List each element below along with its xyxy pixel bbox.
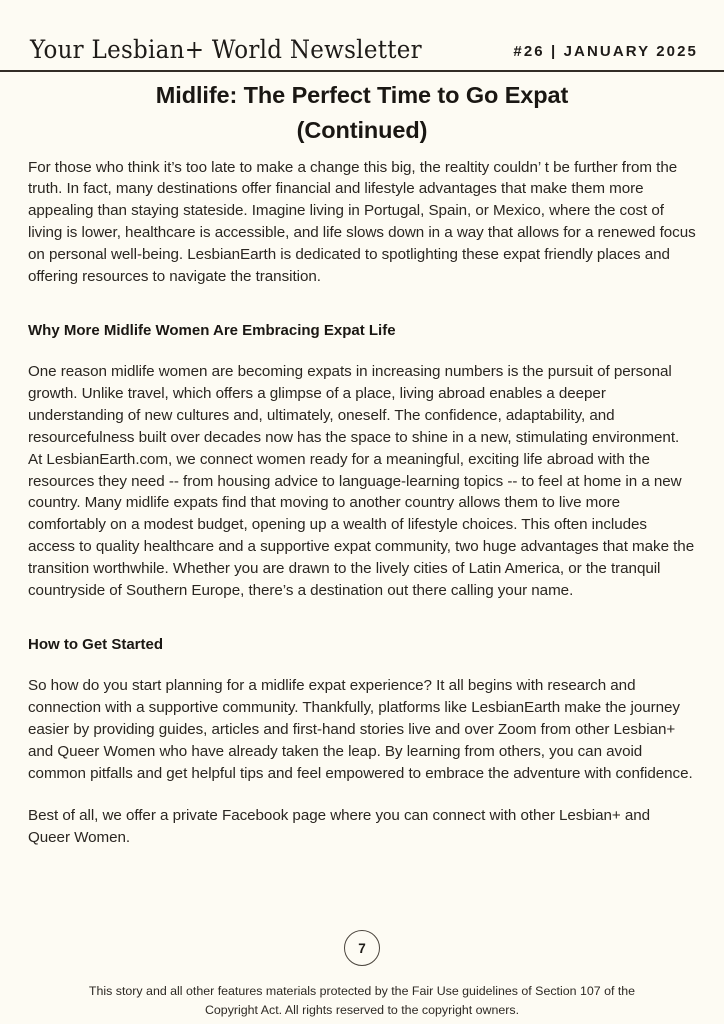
article-title-line-2: (Continued) [296,116,428,143]
footer-line-1: This story and all other features materials protected by the Fair Use guidelines of Section 107 of the [88,984,636,998]
masthead [0,0,724,70]
page-number-badge: 7 [344,930,380,966]
subheading-how-to-get-started: How to Get Started [28,635,164,653]
footer-line-2: Copyright Act. All rights reserved to the copyright owners. [204,1003,520,1017]
paragraph-facebook-page: Best of all, we offer a private Facebook page where you can connect with other Lesbian+ and Queer Women. [28,807,651,847]
article-title-line-1: Midlife: The Perfect Time to Go Expat [155,82,569,108]
newsletter-title: Your Lesbian+ World Newsletter [30,35,422,64]
footer-copyright-notice [0,982,724,1020]
issue-date-label: #26 | JANUARY 2025 [513,43,698,60]
masthead-divider [0,70,724,72]
paragraph-why-midlife-women: One reason midlife women are becoming expats in increasing numbers is the pursuit of personal growth. Unlike travel, which offers a glimpse of a place, living abroad enables a deeper understanding of new cultures and, ultimately, oneself. The confidence, adaptability, and resourcefulness built over decades now has the space to shine in a new, stimulating environment. At LesbianEarth.com, we connect women ready for a meaningful, exciting life abroad with the resources they need -- from housing advice to language-learning topics -- to feel at home in a new country. Many midlife expats find that moving to another country allows them to live more comfortably on a modest budget, opening up a wealth of lifestyle choices. This often includes access to quality healthcare and a supportive expat community, two huge advantages that make the transition worthwhile. Whether you are drawn to the lively cities of Latin America, or the tranquil countryside of Southern Europe, there’s a destination out there calling your name. [28,362,695,600]
section-spacer [28,309,696,320]
page-number-container [0,930,724,966]
section-spacer-2 [28,623,696,634]
article-text [28,148,696,850]
article-title [28,78,696,148]
paragraph-how-to-get-started: So how do you start planning for a midlife expat experience? It all begins with research and connection with a supportive community. Thankfully, platforms like LesbianEarth make the journey easier by providing guides, articles and first-hand stories live and over Zoom from other Lesbian+ and Queer Women who have already taken the leap. By learning from others, you can avoid common pitfalls and get helpful tips and feel empowered to embrace the adventure with confidence. [28,676,693,782]
article-body [0,78,724,849]
paragraph-intro: For those who think it’s too late to make a change this big, the realtity couldn’ t be further from the truth. In fact, many destinations offer financial and lifestyle advantages that make them more appealing than staying stateside. Imagine living in Portugal, Spain, or Mexico, where the cost of living is lower, healthcare is accessible, and life slows down in a way that allows for a renewed focus on personal well-being. LesbianEarth is dedicated to spotlighting these expat friendly places and offering resources to navigate the transition. [28,158,696,286]
subheading-why-midlife-women: Why More Midlife Women Are Embracing Expat Life [28,321,396,339]
